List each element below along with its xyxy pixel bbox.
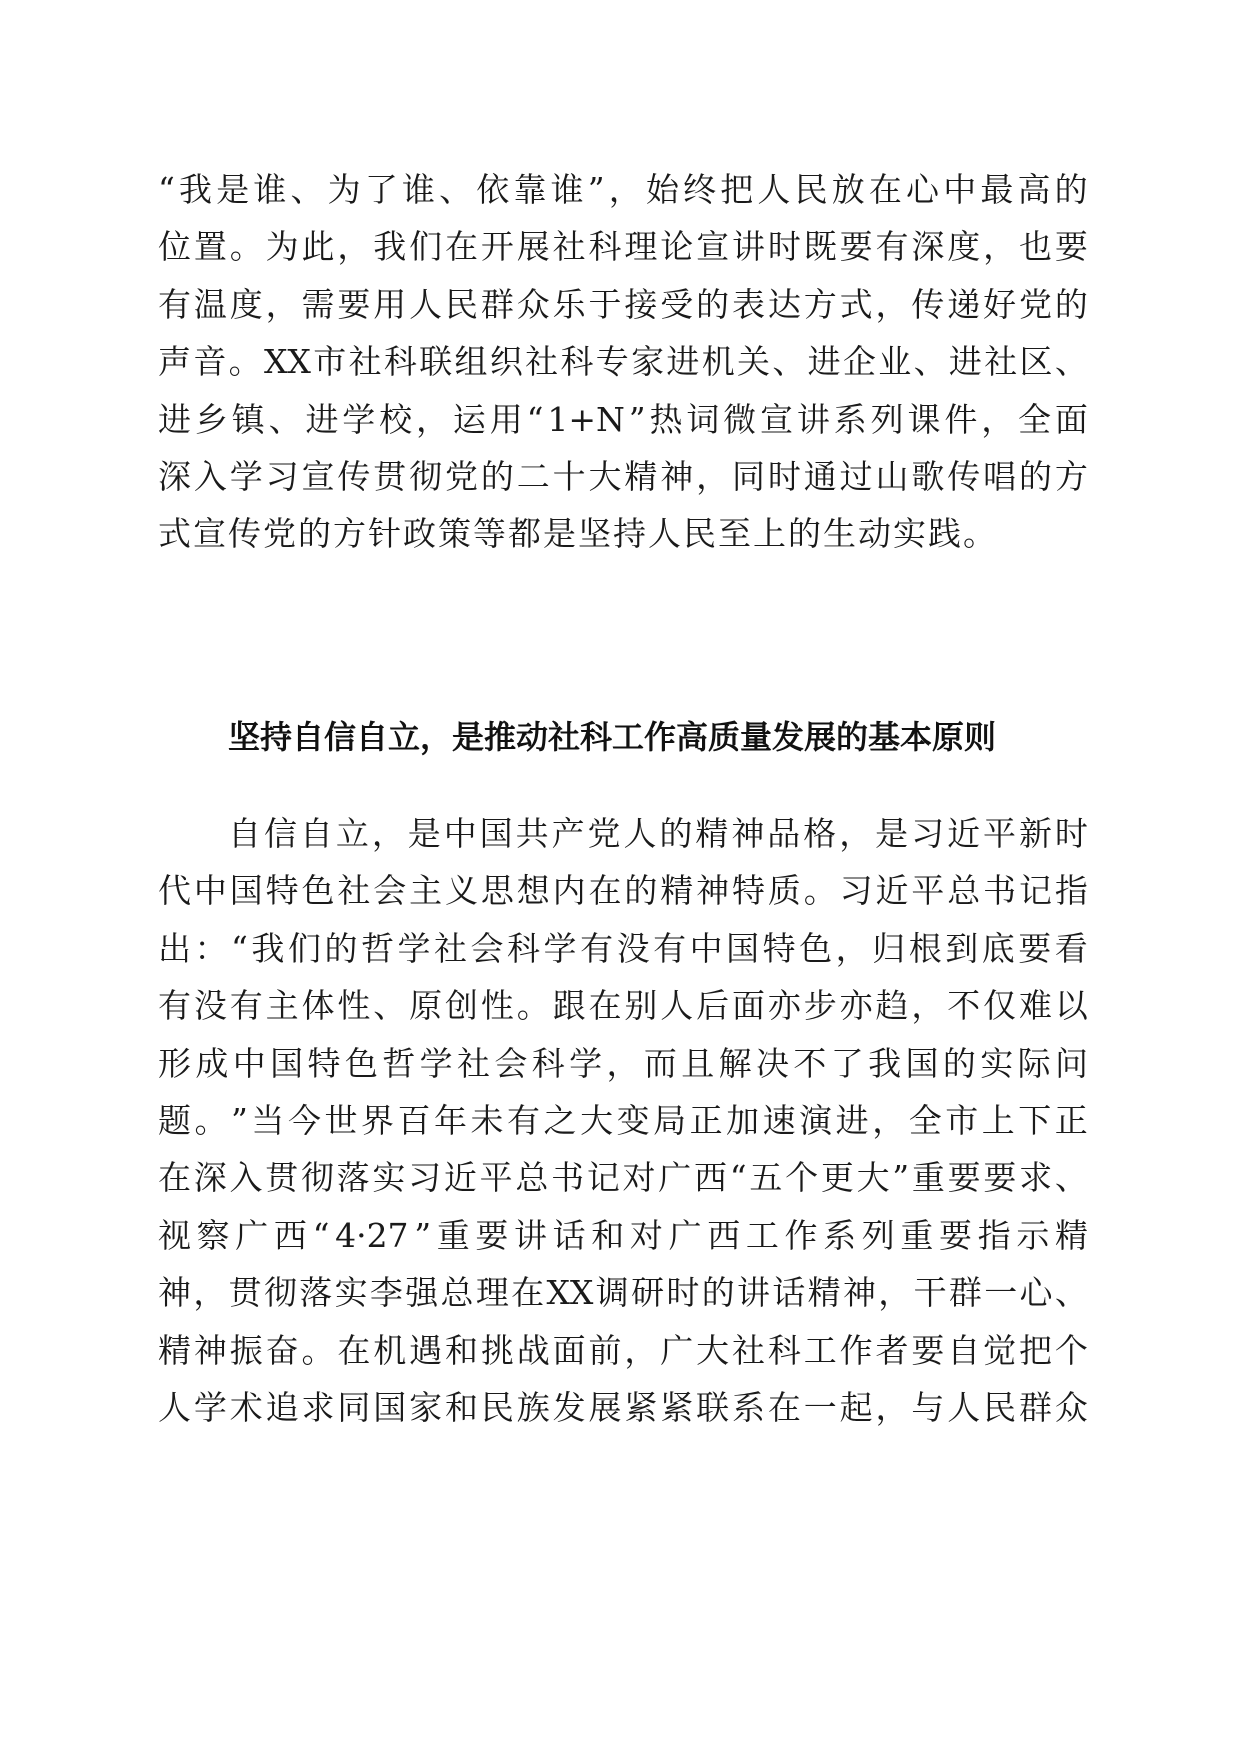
text-line: 形 成 中 国 特 色 哲 学 社 会 科 学 ， 而 且 解 决 不 了 我 国 的 实 际 问	[158, 1043, 1088, 1083]
text-line: 式 宣 传 党 的 方 针 政 策 等 都 是 坚 持 人 民 至 上 的 生 动 实 践 。	[158, 514, 996, 554]
section-heading: 坚持自信自立，是推动社科工作高质量发展的基本原则	[228, 718, 997, 756]
text-line: 有 温 度 ， 需 要 用 人 民 群 众 乐 于 接 受 的 表 达 方 式 ， 传 递 好 党 的	[158, 284, 1088, 324]
text-line: 人 学 术 追 求 同 国 家 和 民 族 发 展 紧 紧 联 系 在 一 起 ， 与 人 民 群 众	[158, 1388, 1088, 1427]
text-line: 进 乡 镇 、 进 学 校 ， 运 用 “ 1+N ” 热 词 微 宣 讲 系 列 课 件 ， 全 面	[158, 399, 1088, 439]
text-line: 位 置 。 为 此 ， 我 们 在 开 展 社 科 理 论 宣 讲 时 既 要 有 深 度 ， 也 要	[158, 227, 1088, 267]
text-line: 声 音 。 XX 市 社 科 联 组 织 社 科 专 家 进 机 关 、 进 企 业 、 进 社 区 、	[158, 342, 1088, 382]
text-line: 在 深 入 贯 彻 落 实 习 近 平 总 书 记 对 广 西 “ 五 个 更 大 ” 重 要 要 求 、	[158, 1158, 1088, 1198]
text-line: “ 我 是 谁 、 为 了 谁 、 依 靠 谁 ” ， 始 终 把 人 民 放 在 心 中 最 高 的	[158, 170, 1088, 209]
text-line: 有 没 有 主 体 性 、 原 创 性 。 跟 在 别 人 后 面 亦 步 亦 趋 ， 不 仅 难 以	[158, 986, 1088, 1026]
text-line: 自 信 自 立 ， 是 中 国 共 产 党 人 的 精 神 品 格 ， 是 习 近 平 新 时	[228, 814, 1088, 853]
text-line: 代 中 国 特 色 社 会 主 义 思 想 内 在 的 精 神 特 质 。 习 近 平 总 书 记 指	[158, 871, 1088, 911]
text-line: 出 ： “ 我 们 的 哲 学 社 会 科 学 有 没 有 中 国 特 色 ， 归 根 到 底 要 看	[158, 928, 1088, 968]
text-line: 题 。 ” 当 今 世 界 百 年 未 有 之 大 变 局 正 加 速 演 进 ， 全 市 上 下 正	[158, 1101, 1088, 1140]
text-line: 视 察 广 西 “ 4·27 ” 重 要 讲 话 和 对 广 西 工 作 系 列 重 要 指 示 精	[158, 1215, 1088, 1255]
text-line: 精 神 振 奋 。 在 机 遇 和 挑 战 面 前 ， 广 大 社 科 工 作 者 要 自 觉 把 个	[158, 1330, 1088, 1370]
text-line: 深 入 学 习 宣 传 贯 彻 党 的 二 十 大 精 神 ， 同 时 通 过 山 歌 传 唱 的 方	[158, 457, 1088, 496]
text-line: 神 ， 贯 彻 落 实 李 强 总 理 在 XX 调 研 时 的 讲 话 精 神 ， 干 群 一 心 、	[158, 1273, 1088, 1313]
